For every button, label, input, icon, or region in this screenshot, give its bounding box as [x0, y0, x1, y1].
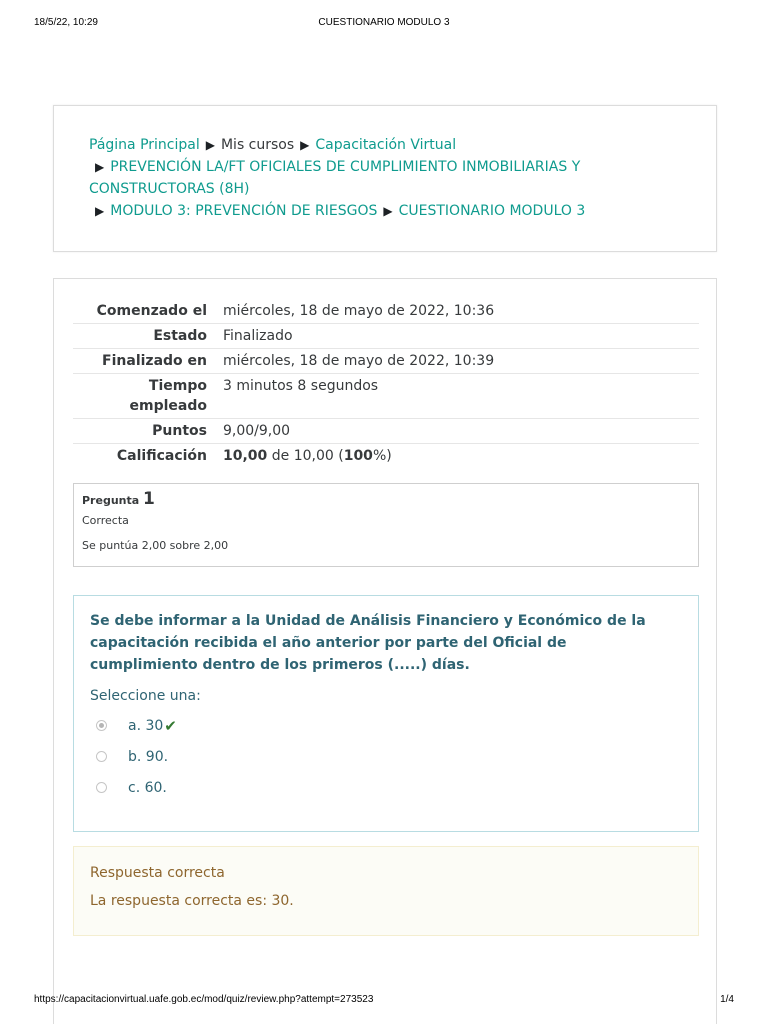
marks-label: Puntos — [152, 423, 207, 439]
print-url: https://capacitacionvirtual.uafe.gob.ec/mod/quiz/review.php?attempt=273523 — [34, 994, 374, 1005]
question-number-value: 1 — [143, 489, 155, 509]
print-footer — [0, 994, 768, 1008]
grade-label: Calificación — [116, 448, 207, 464]
question-number — [82, 490, 690, 510]
answer-radio-b[interactable] — [96, 751, 107, 762]
summary-row-marks — [73, 419, 699, 444]
quiz-review-card — [53, 278, 717, 1024]
marks-value: 9,00/9,00 — [223, 423, 291, 439]
answer-option-c[interactable] — [90, 772, 682, 803]
correct-check-icon: ✔ — [164, 716, 177, 735]
completed-label: Finalizado en — [102, 353, 207, 369]
breadcrumb-separator-icon: ▶ — [95, 204, 105, 218]
breadcrumb-separator-icon: ▶ — [300, 138, 310, 152]
summary-row-completed — [73, 349, 699, 374]
question-text: Se debe informar a la Unidad de Análisis Financiero y Económico de la capacitación recibida el año anterior por parte del Oficial de cumplimiento dentro de los primeros (.....) días. — [90, 613, 646, 673]
print-header — [0, 17, 768, 31]
print-title: CUESTIONARIO MODULO 3 — [318, 17, 450, 28]
state-label: Estado — [153, 328, 207, 344]
breadcrumb-separator-icon: ▶ — [205, 138, 215, 152]
question-label: Pregunta — [82, 494, 140, 507]
answer-label-c: c. 60. — [128, 779, 167, 796]
feedback-correct-answer: La respuesta correcta es: 30. — [90, 893, 294, 909]
time-label: Tiempo empleado — [129, 378, 207, 414]
breadcrumb-home-link[interactable]: Página Principal — [89, 137, 200, 153]
answer-radio-c[interactable] — [96, 782, 107, 793]
answer-label-b: b. 90. — [128, 748, 169, 765]
breadcrumb-separator-icon: ▶ — [383, 204, 393, 218]
answer-radio-a[interactable] — [96, 720, 107, 731]
breadcrumb-section-link[interactable]: MODULO 3: PREVENCIÓN DE RIESGOS — [110, 203, 378, 219]
answer-prompt: Seleccione una: — [90, 688, 201, 704]
navigation-card — [53, 105, 717, 252]
state-value: Finalizado — [223, 328, 293, 344]
grade-score: 10,00 — [223, 448, 268, 464]
summary-row-time — [73, 374, 699, 419]
print-page-count: 1/4 — [720, 994, 734, 1005]
feedback-result: Respuesta correcta — [90, 865, 225, 881]
answer-option-a[interactable] — [90, 710, 682, 741]
grade-of: de 10,00 ( — [267, 448, 344, 464]
breadcrumb — [89, 134, 649, 222]
time-value: 3 minutos 8 segundos — [223, 378, 379, 394]
grade-suffix: %) — [372, 448, 392, 464]
feedback-box — [73, 846, 699, 936]
attempt-summary-table — [73, 299, 699, 468]
answer-option-b[interactable] — [90, 741, 682, 772]
breadcrumb-my-courses: Mis cursos — [220, 137, 295, 153]
summary-row-state — [73, 324, 699, 349]
summary-row-grade — [73, 444, 699, 468]
grade-percent: 100 — [343, 448, 373, 464]
answer-list — [90, 710, 682, 803]
print-date: 18/5/22, 10:29 — [34, 17, 98, 28]
summary-row-started — [73, 299, 699, 324]
question-state: Correcta — [82, 514, 129, 527]
completed-value: miércoles, 18 de mayo de 2022, 10:39 — [223, 353, 495, 369]
breadcrumb-course-link[interactable]: PREVENCIÓN LA/FT OFICIALES DE CUMPLIMIENTO INMOBILIARIAS Y CONSTRUCTORAS (8H) — [89, 159, 581, 197]
started-label: Comenzado el — [96, 303, 207, 319]
started-value: miércoles, 18 de mayo de 2022, 10:36 — [223, 303, 495, 319]
breadcrumb-separator-icon: ▶ — [95, 160, 105, 174]
grade-value — [223, 444, 699, 468]
breadcrumb-activity-link[interactable]: CUESTIONARIO MODULO 3 — [398, 203, 586, 219]
question-formulation — [73, 595, 699, 832]
question-grade: Se puntúa 2,00 sobre 2,00 — [82, 539, 229, 552]
question-info-box — [73, 483, 699, 567]
answer-label-a: a. 30 — [128, 717, 164, 734]
breadcrumb-category-link[interactable]: Capacitación Virtual — [315, 137, 457, 153]
